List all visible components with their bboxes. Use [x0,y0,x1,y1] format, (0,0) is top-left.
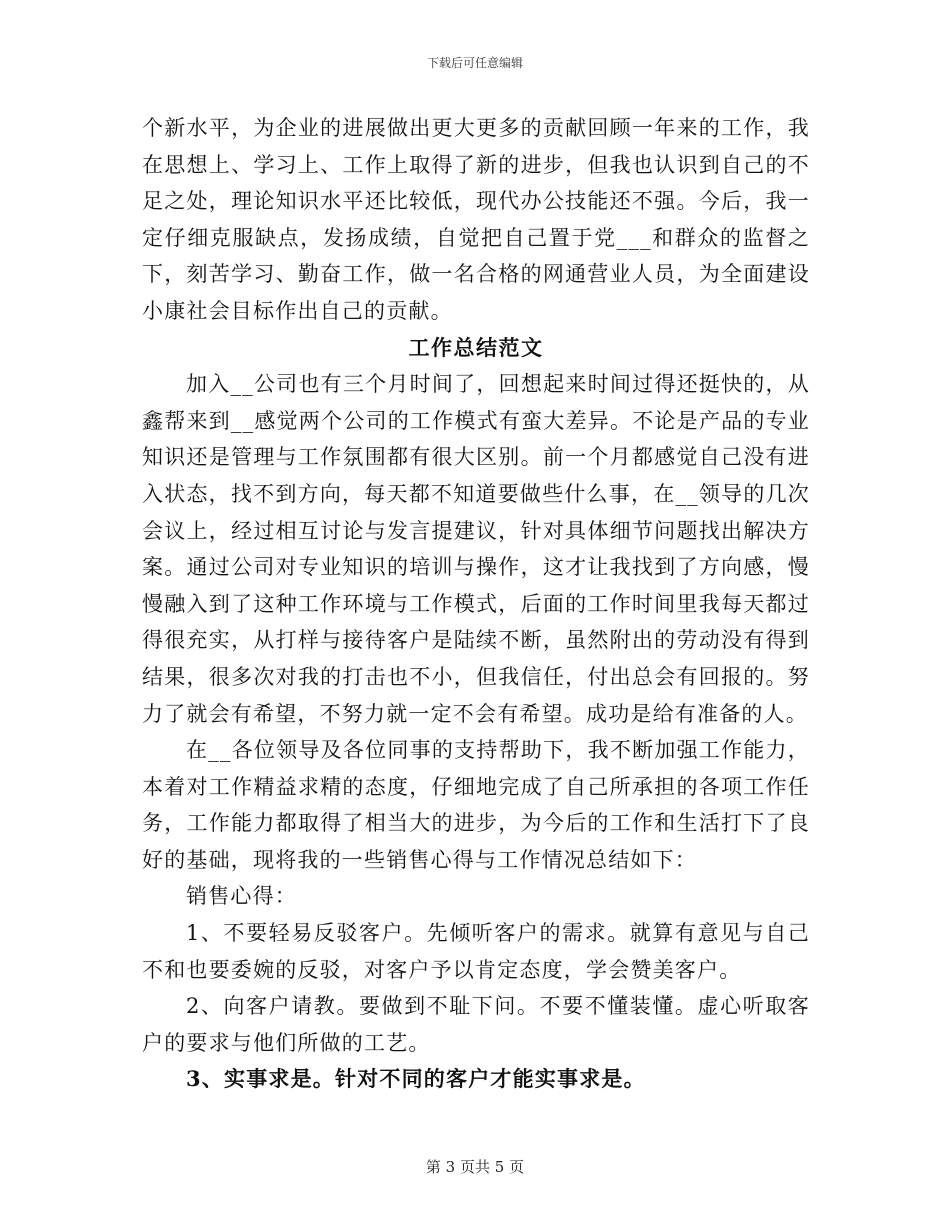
list-item-1: 1、不要轻易反驳客户。先倾听客户的需求。就算有意见与自己不和也要委婉的反驳，对客户予以肯定态度，学会赞美客户。 [142,921,810,982]
list-item-3: 3、实事求是。针对不同的客户才能实事求是。 [186,1066,646,1092]
page-header: 下载后可任意编辑 [426,56,523,70]
paragraph-intro: 加入__公司也有三个月时间了，回想起来时间过得还挺快的，从鑫帮来到__感觉两个公司的工作模式有蛮大差异。不论是产品的专业知识还是管理与工作氛围都有很大区别。前一个月都感觉自己没有进入状态，找不到方向，每天都不知道要做些什么事，在__领导的几次会议上，经过相互讨论与发言提建议，针对具体细节问题找出解决方案。通过公司对专业知识的培训与操作，这才让我找到了方向感，慢慢融入到了这种工作环境与工作模式，后面的工作时间里我每天都过得很充实，从打样与接待客户是陆续不断，虽然附出的劳动没有得到结果，很多次对我的打击也不小，但我信任，付出总会有回报的。努力了就会有希望，不努力就一定不会有希望。成功是给有准备的人。 [142,372,810,726]
section-title: 工作总结范文 [408,334,544,360]
paragraph-continuation: 个新水平，为企业的进展做出更大更多的贡献回顾一年来的工作，我在思想上、学习上、工作上取得了新的进步，但我也认识到自己的不足之处，理论知识水平还比较低，现代办公技能还不强。今后，我一定仔细克服缺点，发扬成绩，自觉把自己置于党___和群众的监督之下，刻苦学习、勤奋工作，做一名合格的网通营业人员，为全面建设小康社会目标作出自己的贡献。 [142,116,810,323]
paragraph-summary: 在__各位领导及各位同事的支持帮助下，我不断加强工作能力，本着对工作精益求精的态度，仔细地完成了自己所承担的各项工作任务，工作能力都取得了相当大的进步，为今后的工作和生活打下了良好的基础，现将我的一些销售心得与工作情况总结如下： [142,738,810,872]
document-body [142,110,810,1098]
page-footer: 第 3 页共 5 页 [425,1158,525,1176]
list-item-2: 2、向客户请教。要做到不耻下问。不要不懂装懂。虚心听取客户的要求与他们所做的工艺。 [142,994,810,1055]
subheading-sales-tips: 销售心得： [186,884,297,909]
